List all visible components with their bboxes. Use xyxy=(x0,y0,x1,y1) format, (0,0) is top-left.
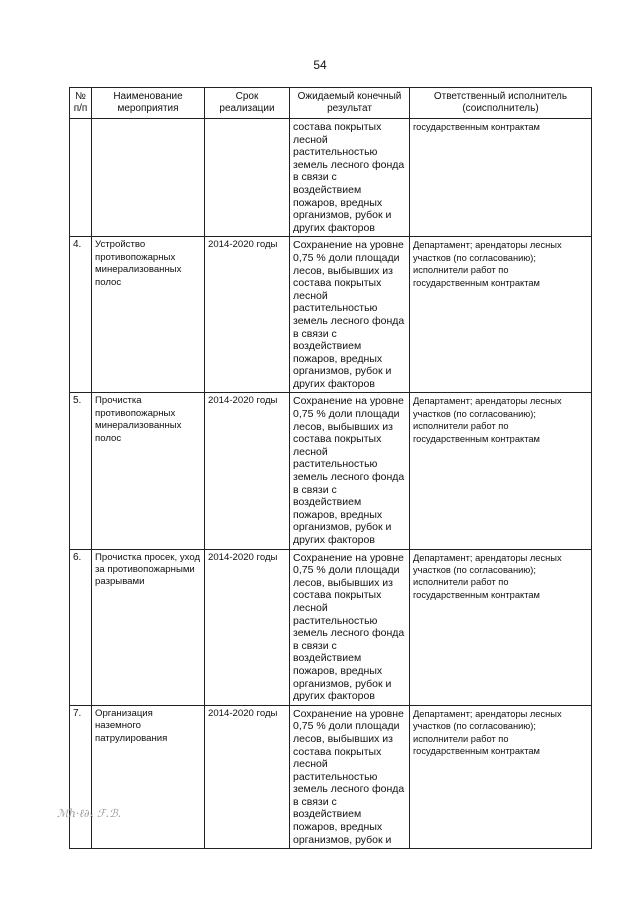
cell-name xyxy=(92,705,205,849)
text-line: государственным контрактам xyxy=(413,277,540,288)
text-line: 0,75 % доли площади xyxy=(293,720,400,733)
text-line: лесной xyxy=(293,133,328,146)
cell-name xyxy=(92,393,205,549)
text-line: пожаров, вредных xyxy=(293,664,383,677)
text-line: лесов, выбывших из xyxy=(293,732,393,745)
cell-num: 7. xyxy=(70,705,92,849)
text-line: исполнители работ по xyxy=(413,733,509,744)
text-line: воздействием xyxy=(293,340,362,353)
text-line: патрулирования xyxy=(95,732,168,744)
text-line: состава покрытых xyxy=(293,589,382,602)
text-line: государственным контрактам xyxy=(413,589,540,600)
text-line: Устройство xyxy=(95,239,146,251)
text-line: Департамент; арендаторы лесных xyxy=(413,708,562,719)
text-line: лесной xyxy=(293,601,328,614)
text-line: земель лесного фонда xyxy=(293,627,405,640)
text-line: Прочистка просек, уход xyxy=(95,551,201,563)
text-line: полос xyxy=(95,276,122,288)
header-responsible: Ответственный исполнитель (соисполнитель) xyxy=(410,88,592,119)
text-line: Сохранение на уровне xyxy=(293,395,404,408)
table-row xyxy=(70,705,592,849)
text-line: Департамент; арендаторы лесных xyxy=(413,396,562,407)
text-line: пожаров, вредных xyxy=(293,508,383,521)
text-line: исполнители работ по xyxy=(413,265,509,276)
text-line: лесов, выбывших из xyxy=(293,420,393,433)
text-line: воздействием xyxy=(293,808,362,821)
text-line: других факторов xyxy=(293,221,375,234)
text-line: лесов, выбывших из xyxy=(293,264,393,277)
cell-result xyxy=(290,549,410,705)
text-line: участков (по согласованию); xyxy=(413,408,536,419)
text-line: состава покрытых xyxy=(293,433,382,446)
text-line: 0,75 % доли площади xyxy=(293,251,400,264)
header-term: Срок реализации xyxy=(205,88,290,119)
text-line: в связи с xyxy=(293,171,337,184)
text-line: за противопожарными xyxy=(95,564,195,575)
cell-num: 5. xyxy=(70,393,92,549)
text-line: в связи с xyxy=(293,483,337,496)
text-line: пожаров, вредных xyxy=(293,821,383,834)
table-row-continuation xyxy=(70,119,592,237)
text-line: Сохранение на уровне xyxy=(293,707,404,720)
text-line: воздействием xyxy=(293,183,362,196)
text-line: организмов, рубок и xyxy=(293,677,392,690)
text-line: государственным контрактам xyxy=(413,745,540,756)
cell-responsible xyxy=(410,119,592,237)
cell-result xyxy=(290,119,410,237)
text-line: государственным контрактам xyxy=(413,433,540,444)
cell-term: 2014-2020 годы xyxy=(205,705,290,849)
text-line: воздействием xyxy=(293,496,362,509)
text-line: других факторов xyxy=(293,690,375,703)
cell-result xyxy=(290,393,410,549)
text-line: исполнители работ по xyxy=(413,577,509,588)
text-line: Департамент; арендаторы лесных xyxy=(413,240,562,251)
cell-name xyxy=(92,119,205,237)
table-row xyxy=(70,237,592,393)
cell-name xyxy=(92,549,205,705)
text-line: Сохранение на уровне xyxy=(293,551,404,564)
cell-term: 2014-2020 годы xyxy=(205,549,290,705)
text-line: организмов, рубок и xyxy=(293,521,392,534)
cell-result xyxy=(290,237,410,393)
cell-num: 6. xyxy=(70,549,92,705)
cell-responsible xyxy=(410,705,592,849)
cell-term: 2014-2020 годы xyxy=(205,393,290,549)
text-line: земель лесного фонда xyxy=(293,314,405,327)
text-line: растительностью xyxy=(293,770,378,783)
page-number: 54 xyxy=(313,58,327,72)
text-line: противопожарных xyxy=(95,251,176,263)
text-line: в связи с xyxy=(293,327,337,340)
table-row xyxy=(70,393,592,549)
header-num: № п/п xyxy=(70,88,92,119)
text-line: 0,75 % доли площади xyxy=(293,408,400,421)
text-line: растительностью xyxy=(293,458,378,471)
text-line: государственным контрактам xyxy=(413,122,540,132)
text-line: пожаров, вредных xyxy=(293,196,383,209)
cell-name xyxy=(92,237,205,393)
cell-num: 4. xyxy=(70,237,92,393)
header-name: Наименование мероприятия xyxy=(92,88,205,119)
text-line: противопожарных xyxy=(95,407,176,419)
text-line: минерализованных xyxy=(95,264,182,276)
text-line: растительностью xyxy=(293,146,378,159)
text-line: исполнители работ по xyxy=(413,421,509,432)
text-line: лесов, выбывших из xyxy=(293,576,393,589)
header-result: Ожидаемый конечный результат xyxy=(290,88,410,119)
table-header-row xyxy=(70,88,592,119)
cell-term: 2014-2020 годы xyxy=(205,237,290,393)
cell-responsible xyxy=(410,549,592,705)
text-line: лесной xyxy=(293,758,328,771)
text-line: лесной xyxy=(293,289,328,302)
text-line: земель лесного фонда xyxy=(293,158,405,171)
cell-num xyxy=(70,119,92,237)
cell-responsible xyxy=(410,237,592,393)
text-line: пожаров, вредных xyxy=(293,352,383,365)
text-line: Сохранение на уровне xyxy=(293,239,404,252)
text-line: состава покрытых xyxy=(293,121,382,133)
text-line: в связи с xyxy=(293,639,337,652)
text-line: лесной xyxy=(293,445,328,458)
text-line: организмов, рубок и xyxy=(293,365,392,378)
cell-result xyxy=(290,705,410,849)
text-line: других факторов xyxy=(293,534,375,546)
measures-table xyxy=(69,87,592,849)
text-line: состава покрытых xyxy=(293,745,382,758)
cell-term xyxy=(205,119,290,237)
text-line: в связи с xyxy=(293,795,337,808)
text-line: полос xyxy=(95,432,122,444)
text-line: состава покрытых xyxy=(293,277,382,290)
text-line: растительностью xyxy=(293,614,378,627)
text-line: разрывами xyxy=(95,576,145,588)
text-line: организмов, рубок и xyxy=(293,209,392,222)
text-line: участков (по согласованию); xyxy=(413,721,536,732)
text-line: участков (по согласованию); xyxy=(413,252,536,263)
text-line: Организация наземного xyxy=(95,707,153,732)
text-line: земель лесного фонда xyxy=(293,471,405,484)
text-line: земель лесного фонда xyxy=(293,783,405,796)
handwritten-initials: ℳℎ·ℓ∂ₓ ℱ.ℬ. xyxy=(57,807,122,820)
text-line: 0,75 % доли площади xyxy=(293,564,400,577)
text-line: организмов, рубок и xyxy=(293,833,392,846)
text-line: растительностью xyxy=(293,302,378,315)
text-line: минерализованных xyxy=(95,420,182,432)
text-line: Прочистка xyxy=(95,395,142,407)
text-line: воздействием xyxy=(293,652,362,665)
text-line: участков (по согласованию); xyxy=(413,565,536,575)
text-line: других факторов xyxy=(293,377,375,390)
table-row xyxy=(70,549,592,705)
cell-responsible xyxy=(410,393,592,549)
text-line: Департамент; арендаторы лесных xyxy=(413,552,562,563)
